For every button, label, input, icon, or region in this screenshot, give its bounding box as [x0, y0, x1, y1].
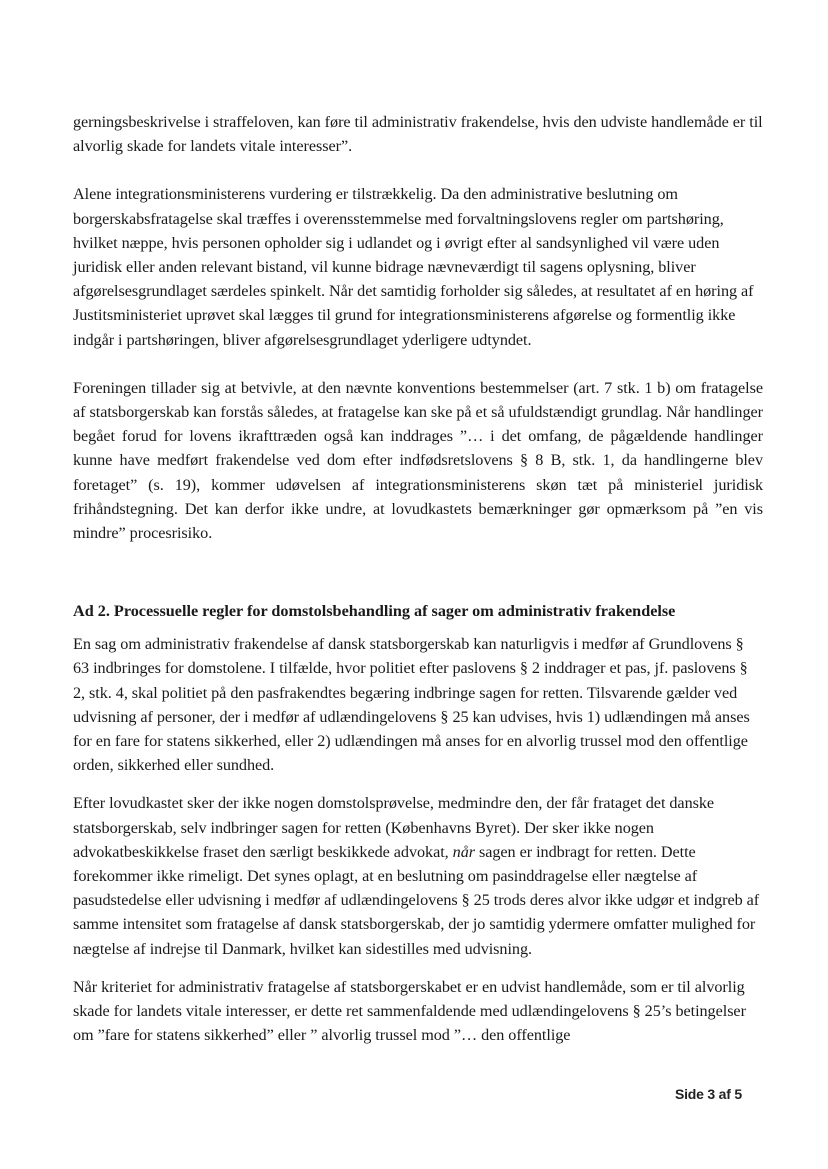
paragraph-6: Når kriteriet for administrativ fratagelse af statsborgerskabet er en udvist handlemåde, som er til alvorlig skade for landets vitale interesser, er dette ret sammenfaldende med udlændingelovens § 25’s betingelser om ”fare for statens sikkerhed” eller ” alvorlig trussel mod ”… den offentlige [73, 977, 746, 1045]
paragraph-1: gerningsbeskrivelse i straffeloven, kan føre til administrativ frakendelse, hvis den udviste handlemåde er til alvorlig skade for landets vitale interesser”. [73, 113, 763, 156]
paragraph-3: Foreningen tillader sig at betvivle, at den nævnte konventions bestemmelser (art. 7 stk. 1 b) om fratagelse af statsborgerskab kan forstås således, at fratagelse kan ske på et så ufuldstændigt grundlag. Når handlinger begået forud for lovens ikrafttræden også kan inddrages ”… i det omfang, de pågældende handlinger kunne have medført frakendelse ved dom efter indfødsretslovens § 8 B, stk. 1, da handlingerne blev foretaget” (s. 19), kommer udøvelsen af integrationsministerens skøn tæt på ministeriel juridisk frihåndstegning. Det kan derfor ikke undre, at lovudkastets bemærkninger gør opmærksom på ”en vis mindre” procesrisiko. [73, 378, 763, 543]
paragraph-5 [73, 791, 763, 960]
section-heading: Ad 2. Processuelle regler for domstolsbehandling af sager om administrativ frakendelse [73, 602, 676, 621]
paragraph-5-emphasis: når [452, 842, 475, 861]
page-number: Side 3 af 5 [674, 1086, 742, 1102]
section-gap [73, 569, 763, 579]
paragraph-4: En sag om administrativ frakendelse af dansk statsborgerskab kan naturligvis i medfør af Grundlovens § 63 indbringes for domstolene. I tilfælde, hvor politiet efter paslovens § 2 inddrager et pas, jf. paslovens § 2, stk. 4, skal politiet på den pasfrakendtes begæring indbringe sagen for retten. Tilsvarende gælder ved udvisning af personer, der i medfør af udlændingelovens § 25 kan udvises, hvis 1) udlændingen må anses for en fare for statens sikkerhed, eller 2) udlændingen må anses for en alvorlig trussel mod den offentlige orden, sikkerhed eller sundhed. [73, 635, 750, 775]
paragraph-2: Alene integrationsministerens vurdering er tilstrækkelig. Da den administrative beslutning om borgerskabsfratagelse skal træffes i overensstemmelse med forvaltningslovens regler om partshøring, hvilket næppe, hvis personen opholder sig i udlandet og i øvrigt efter al sandsynlighed vil være uden juridisk eller anden relevant bistand, vil kunne bidrage nævneværdigt til sagens oplysning, bliver afgørelsesgrundlaget særdeles spinkelt. Når det samtidig forholder sig således, at resultatet af en høring af Justitsministeriet uprøvet skal lægges til grund for integrationsministerens afgørelse og formentlig ikke indgår i partshøringen, bliver afgørelsesgrundlaget yderligere udtyndet. [73, 185, 754, 349]
paragraph-5-part-a: Efter lovudkastet sker der ikke nogen domstolsprøvelse, medmindre den, der får frataget det danske statsborgerskab, selv indbringer sagen for retten (Københavns Byret). Der sker ikke nogen advokatbeskikkelse fraset den særligt beskikkede advokat, [73, 794, 715, 861]
document-page [73, 110, 763, 1072]
paragraph-5-part-b: sagen er indbragt for retten. Dette forekommer ikke rimeligt. Det synes oplagt, at en beslutning om pasinddragelse eller nægtelse af pasudstedelse eller udvisning i medfør af udlændingelovens § 25 trods deres alvor ikke udgør et indgreb af samme intensitet som fratagelse af dansk statsborgerskab, der jo samtidig ydermere omfatter mulighed for nægtelse af indrejse til Danmark, hvilket kan sidestilles med udvisning. [73, 842, 760, 958]
